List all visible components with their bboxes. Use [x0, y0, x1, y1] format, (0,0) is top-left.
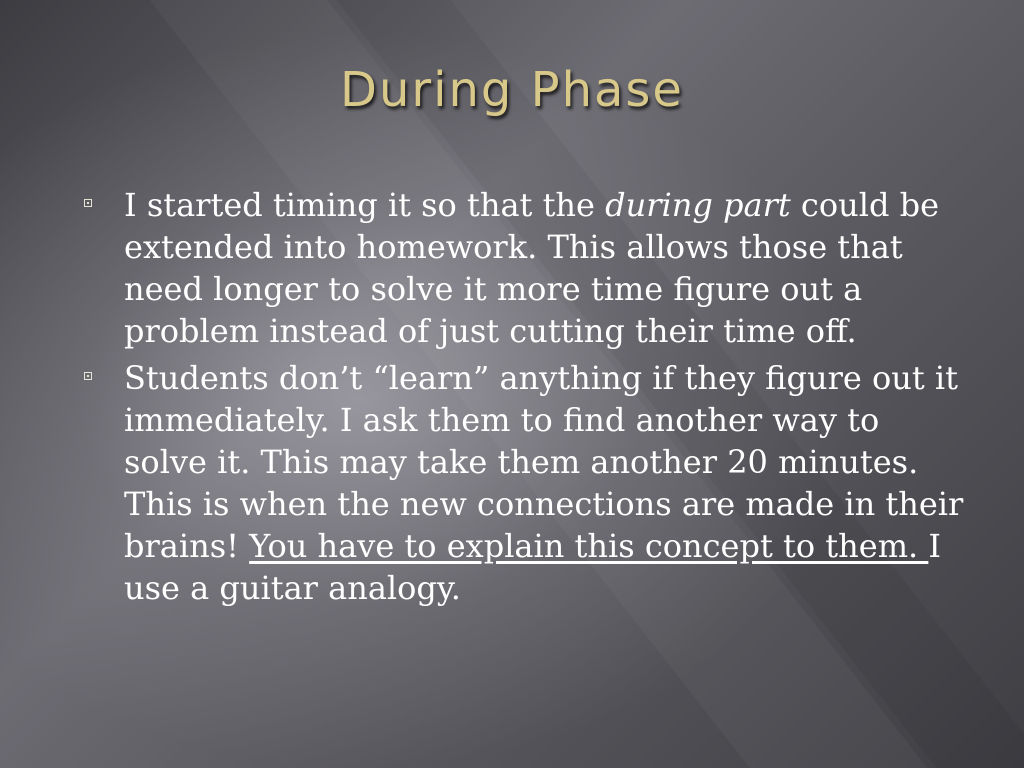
slide-title: During Phase: [340, 62, 684, 118]
bullet-text: I started timing it so that the: [124, 186, 606, 224]
square-bullet-icon: [84, 199, 92, 207]
square-bullet-icon: [84, 372, 92, 380]
bullet-item: [84, 184, 964, 352]
bullet-item: [84, 357, 964, 609]
bullet-text-underlined: You have to explain this concept to them.: [249, 527, 929, 565]
bullet-text-italic: during part: [605, 186, 791, 224]
slide-body: [84, 184, 964, 614]
bullet-text: I use a guitar analogy.: [124, 527, 942, 607]
bullet-text: could be extended into homework. This allows those that need longer to solve it more time figure out a problem instead of just cutting their time off.: [124, 186, 940, 350]
bullet-text: Students don’t “learn” anything if they figure out it immediately. I ask them to find another way to solve it. This may take them another 20 minutes. This is when the new connections are made in their brains!: [124, 359, 964, 565]
